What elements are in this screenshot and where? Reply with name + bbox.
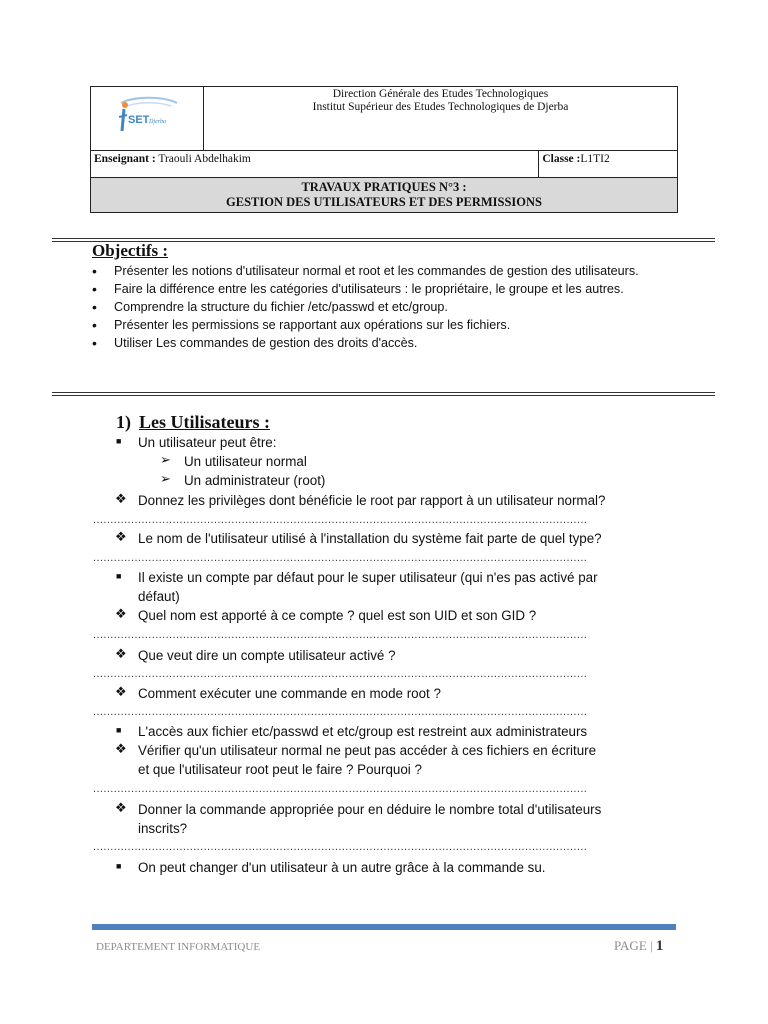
footer-page	[614, 938, 663, 955]
arrow-bullet-icon: ➢	[160, 471, 171, 486]
tp-title: TRAVAUX PRATIQUES N°3 :	[301, 180, 467, 194]
teacher-label: Enseignant :	[94, 153, 156, 165]
text-line: L'accès aux fichier etc/passwd et etc/group est restreint aux administrateurs	[138, 724, 588, 739]
question-line: Donnez les privilèges dont bénéficie le root par rapport à un utilisateur normal?	[138, 493, 606, 508]
class-cell	[539, 151, 678, 178]
text-line: Il existe un compte par défaut pour le super utilisateur (qui n'es pas activé par	[138, 570, 598, 585]
answer-line[interactable]: ...............................................................................................................................................	[93, 514, 588, 526]
diamond-bullet-icon: ❖	[115, 800, 127, 815]
objectives-title: Objectifs :	[92, 241, 169, 260]
divider-bottom	[52, 392, 715, 396]
answer-line[interactable]: ...............................................................................................................................................	[93, 841, 588, 853]
text-line: Un utilisateur normal	[184, 454, 307, 469]
text-line: défaut)	[138, 589, 180, 604]
institution-line-1: Direction Générale des Etudes Technologiques	[332, 88, 549, 100]
section-title	[116, 412, 270, 433]
tp-subtitle: GESTION DES UTILISATEURS ET DES PERMISSIONS	[226, 195, 542, 209]
objective-item: • Présenter les permissions se rapportant aux opérations sur les fichiers.	[90, 316, 677, 334]
page-label: PAGE |	[614, 938, 653, 953]
text-line: Un administrateur (root)	[184, 473, 326, 488]
objectives-list	[90, 262, 677, 352]
logo-cell	[91, 87, 204, 151]
question-line: Quel nom est apporté à ce compte ? quel est son UID et son GID ?	[138, 608, 537, 623]
objective-item: • Utiliser Les commandes de gestion des droits d'accès.	[90, 334, 677, 352]
objective-item: • Présenter les notions d'utilisateur normal et root et les commandes de gestion des utilisateurs.	[90, 262, 677, 280]
teacher-cell	[91, 151, 539, 178]
answer-line[interactable]: ...............................................................................................................................................	[93, 783, 588, 795]
question-line: Donner la commande appropriée pour en déduire le nombre total d'utilisateurs	[138, 802, 602, 817]
answer-line[interactable]: ...............................................................................................................................................	[93, 629, 588, 641]
answer-line[interactable]: ...............................................................................................................................................	[93, 552, 588, 564]
objective-item: • Comprendre la structure du fichier /etc/passwd et etc/group.	[90, 298, 677, 316]
objective-item: • Faire la différence entre les catégories d'utilisateurs : le propriétaire, le groupe et les autres.	[90, 280, 677, 298]
institution-cell	[204, 87, 678, 151]
arrow-bullet-icon: ➢	[160, 452, 171, 467]
class-label: Classe :	[542, 153, 581, 165]
diamond-bullet-icon: ❖	[115, 606, 127, 621]
diamond-bullet-icon: ❖	[115, 529, 127, 544]
question-line: Le nom de l'utilisateur utilisé à l'installation du système fait parte de quel type?	[138, 531, 602, 546]
svg-text:Djerba: Djerba	[149, 119, 166, 125]
section-title-text: Les Utilisateurs :	[139, 412, 270, 432]
diamond-bullet-icon: ❖	[115, 491, 127, 506]
class-value: L1TI2	[580, 153, 610, 165]
question-line: et que l'utilisateur root peut le faire ? Pourquoi ?	[138, 762, 422, 777]
text-line: On peut changer d'un utilisateur à un autre grâce à la commande su.	[138, 860, 546, 875]
diamond-bullet-icon: ❖	[115, 741, 127, 756]
answer-line[interactable]: ...............................................................................................................................................	[93, 668, 588, 680]
section-number: 1)	[116, 412, 131, 432]
iset-logo	[91, 87, 203, 145]
footer-bar	[92, 924, 676, 930]
page-number: 1	[655, 938, 664, 954]
teacher-name: Traouli Abdelhakim	[158, 153, 251, 165]
text-line: Un utilisateur peut être:	[138, 435, 277, 450]
tp-title-cell	[91, 178, 678, 213]
square-bullet-icon: ■	[116, 571, 122, 581]
institution-line-2: Institut Supérieur des Etudes Technologiques de Djerba	[312, 101, 569, 113]
square-bullet-icon: ■	[116, 861, 122, 871]
header-table	[90, 86, 678, 213]
question-line: Vérifier qu'un utilisateur normal ne peut pas accéder à ces fichiers en écriture	[138, 743, 597, 758]
square-bullet-icon: ■	[116, 725, 122, 735]
square-bullet-icon: ■	[116, 436, 122, 446]
svg-text:SET: SET	[128, 114, 150, 126]
question-line: Comment exécuter une commande en mode root ?	[138, 686, 441, 701]
diamond-bullet-icon: ❖	[115, 646, 127, 661]
diamond-bullet-icon: ❖	[115, 684, 127, 699]
footer-department: DEPARTEMENT INFORMATIQUE	[96, 941, 261, 953]
question-line: Que veut dire un compte utilisateur activé ?	[138, 648, 396, 663]
answer-line[interactable]: ...............................................................................................................................................	[93, 706, 588, 718]
question-line: inscrits?	[138, 821, 188, 836]
